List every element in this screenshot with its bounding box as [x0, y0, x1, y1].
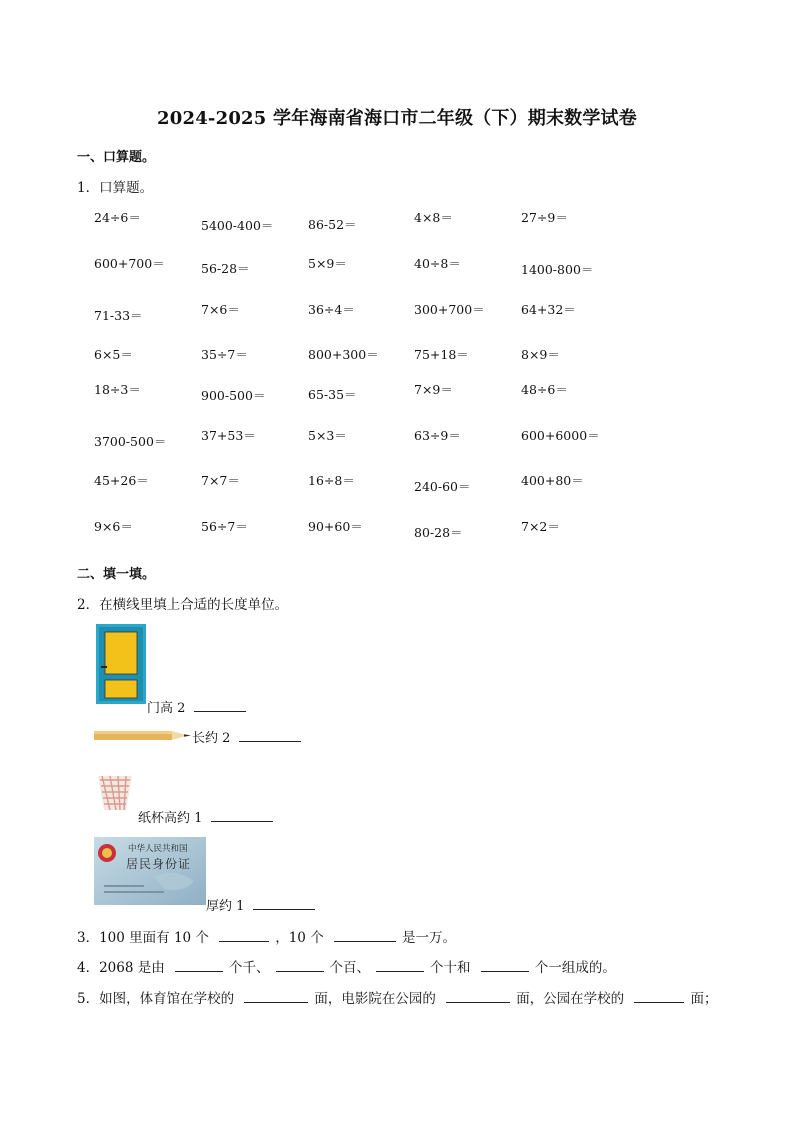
q5-text-b: 面，电影院在公园的	[314, 991, 436, 1007]
calc-item: 75+18＝	[414, 347, 469, 362]
page-title: 2024-2025 学年海南省海口市二年级（下）期末数学试卷	[157, 108, 637, 129]
q5-blank-2[interactable]	[446, 990, 510, 1003]
calc-item: 16÷8＝	[308, 473, 355, 488]
calc-item: 63÷9＝	[414, 428, 461, 443]
q5-number: 5．	[77, 991, 100, 1007]
calc-item: 71-33＝	[94, 308, 143, 323]
calc-item: 40÷8＝	[414, 256, 461, 271]
q5-blank-1[interactable]	[244, 990, 308, 1003]
fill-cup	[138, 807, 273, 826]
calc-item: 45+26＝	[94, 473, 149, 488]
calc-item: 900-500＝	[201, 388, 266, 403]
q4-text-d: 个十和	[430, 960, 471, 976]
q4-blank-4[interactable]	[481, 959, 529, 972]
q3-blank-2[interactable]	[334, 929, 396, 942]
q4-text-b: 个千、	[229, 960, 270, 976]
door-label: 门高 2	[147, 701, 186, 716]
q3-number: 3．	[77, 930, 100, 946]
calc-item: 86-52＝	[308, 217, 357, 232]
q4-blank-1[interactable]	[175, 959, 223, 972]
q4-blank-3[interactable]	[376, 959, 424, 972]
question-1: 1．口算题。	[77, 180, 154, 196]
calc-item: 7×7＝	[201, 473, 240, 488]
pencil-image	[94, 729, 192, 742]
q3-text-a: 100 里面有 10 个	[99, 930, 209, 946]
calc-item: 300+700＝	[414, 302, 485, 317]
fill-pencil	[192, 727, 301, 746]
calc-item: 800+300＝	[308, 347, 379, 362]
question-4	[77, 956, 616, 976]
q5-blank-3[interactable]	[634, 990, 684, 1003]
calc-item: 600+700＝	[94, 256, 165, 271]
calc-item: 18÷3＝	[94, 382, 141, 397]
q4-blank-2[interactable]	[276, 959, 324, 972]
q3-blank-1[interactable]	[219, 929, 269, 942]
calc-item: 64+32＝	[521, 302, 576, 317]
section-heading-2: 二、填一填。	[77, 567, 156, 582]
calc-item: 35÷7＝	[201, 347, 248, 362]
calc-item: 6×5＝	[94, 347, 133, 362]
calc-item: 90+60＝	[308, 519, 363, 534]
calc-item: 9×6＝	[94, 519, 133, 534]
calc-item: 7×2＝	[521, 519, 560, 534]
calc-item: 5×9＝	[308, 256, 347, 271]
calc-item: 240-60＝	[414, 479, 471, 494]
q4-number: 4．	[77, 960, 100, 976]
question-3	[77, 926, 456, 946]
card-label: 厚约 1	[206, 899, 245, 914]
calc-item: 7×6＝	[201, 302, 240, 317]
id-card-text-1: 中华人民共和国	[128, 844, 188, 854]
q3-text-b: ，10 个	[275, 930, 324, 946]
calc-item: 48÷6＝	[521, 382, 568, 397]
card-blank[interactable]	[253, 897, 315, 910]
calc-item: 5400-400＝	[201, 218, 274, 233]
calc-item: 56÷7＝	[201, 519, 248, 534]
calc-item: 3700-500＝	[94, 434, 167, 449]
cup-blank[interactable]	[211, 809, 273, 822]
q5-text-d: 面；	[690, 991, 718, 1007]
q4-text-c: 个百、	[329, 960, 371, 976]
calc-item: 80-28＝	[414, 525, 463, 540]
q4-text-a: 2068 是由	[99, 960, 165, 976]
door-blank[interactable]	[194, 699, 246, 712]
calc-item: 37+53＝	[201, 428, 256, 443]
door-image	[96, 624, 146, 704]
pencil-blank[interactable]	[239, 729, 301, 742]
calc-item: 36÷4＝	[308, 302, 355, 317]
id-card-text-2: 居民身份证	[126, 857, 192, 871]
calc-item: 4×8＝	[414, 210, 453, 225]
question-2: 2．在横线里填上合适的长度单位。	[77, 597, 289, 613]
fill-door	[147, 697, 246, 716]
calc-item: 24÷6＝	[94, 210, 141, 225]
calc-item: 600+6000＝	[521, 428, 600, 443]
section-heading-1: 一、口算题。	[77, 150, 156, 165]
calc-item: 8×9＝	[521, 347, 560, 362]
calc-item: 65-35＝	[308, 387, 357, 402]
calc-item: 400+80＝	[521, 473, 584, 488]
q3-text-c: 是一万。	[402, 930, 456, 946]
paper-cup-image	[96, 774, 134, 812]
q5-text-c: 面，公园在学校的	[516, 991, 625, 1007]
pencil-label: 长约 2	[192, 731, 231, 746]
calc-item: 56-28＝	[201, 261, 250, 276]
calc-item: 1400-800＝	[521, 262, 594, 277]
q5-text-a: 如图，体育馆在学校的	[99, 991, 235, 1007]
question-5	[77, 987, 717, 1007]
q4-text-e: 个一组成的。	[534, 960, 616, 976]
calc-item: 5×3＝	[308, 428, 347, 443]
calc-item: 7×9＝	[414, 382, 453, 397]
fill-card	[206, 895, 315, 914]
calc-item: 27÷9＝	[521, 210, 568, 225]
cup-label: 纸杯高约 1	[138, 811, 203, 826]
